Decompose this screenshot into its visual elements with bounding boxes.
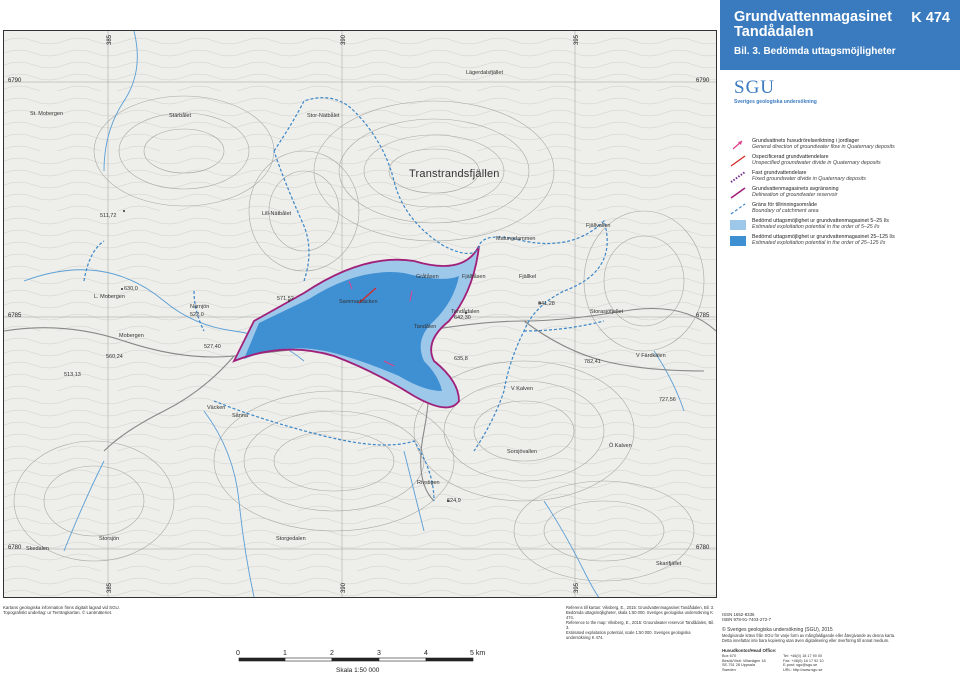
- place-label: Malungdammen: [496, 236, 536, 242]
- note-line: Estimated exploitation potential, scale 1:50 000. Sveriges geologiska undersökning K 474.: [566, 630, 691, 640]
- place-label: Skarifjället: [656, 561, 682, 567]
- place-label: Rivstigen: [417, 480, 440, 486]
- title-banner: [720, 0, 960, 70]
- elevation-label: 522,0: [190, 312, 204, 318]
- grid-label-bottom: 390: [341, 582, 347, 593]
- elevation-label: 641,28: [538, 301, 555, 307]
- place-label: V Färdkälen: [636, 353, 666, 359]
- note-line: Box 670: [722, 654, 736, 658]
- legend-label-en: Estimated exploitation potential in the order of 25–125 l/s: [752, 240, 886, 247]
- legend-item: [730, 234, 955, 248]
- elevation-label: 571,52: [277, 296, 294, 302]
- dotted-purple-icon: [730, 170, 746, 184]
- scale-label: Skala 1:50 000: [336, 667, 380, 674]
- note-line: Referens till kartan: Viksberg, E., 2015: Grundvattenmagasinet Tandådalen, Bil. 3.: [566, 605, 715, 610]
- scale-tick: 5 km: [470, 650, 486, 657]
- sgu-logo: [734, 78, 817, 105]
- note-line: SE-751 28 Uppsala: [722, 663, 755, 668]
- note-line: Bedömda uttagsmöjligheter, skala 1:50 000. Sveriges geologiska undersökning K 474.: [566, 610, 714, 620]
- place-label: L. Mobergen: [94, 294, 125, 300]
- grid-label-left: 6790: [8, 78, 22, 84]
- issn-note: [722, 612, 771, 623]
- note-line: Detta innefattar inte bara kopiering utan även digitalisering eller överföring till annat medium.: [722, 638, 890, 643]
- place-label: Sånna: [232, 413, 248, 419]
- line-purple-icon: [730, 186, 746, 200]
- legend-label: Gräns för tillrinningsområde: [752, 202, 818, 208]
- arrow-pink-icon: [730, 138, 746, 152]
- legend-item: [730, 186, 955, 200]
- place-label: Storgedalen: [276, 536, 306, 542]
- grid-label-left: 6785: [8, 313, 22, 319]
- legend-label-en: Fixed groundwater divide in Quaternary deposits: [752, 176, 866, 183]
- legend-label-en: General direction of groundwater flow in Quaternary deposits: [752, 144, 895, 151]
- elevation-label: 782,41: [584, 359, 601, 365]
- scale-bar: [237, 651, 477, 665]
- legend-label: Grundvattenmagasinets avgränsning: [752, 186, 839, 192]
- place-label: Sorsjövallen: [507, 449, 537, 455]
- note-line: Tel: +46(0) 18 17 90 00: [783, 654, 823, 658]
- place-label: Skedalen: [26, 546, 49, 552]
- place-label: Storasjöfjellet: [590, 309, 624, 315]
- office-title: Huvudkontor/Head Office:: [722, 648, 777, 653]
- legend-label: Bedömd uttagsmöjlighet ur grundvattenmagasinet 25–125 l/s: [752, 234, 895, 240]
- scale-tick: 1: [283, 650, 287, 657]
- legend-label-en: Unspecified groundwater divide in Quaternary deposits: [752, 160, 881, 167]
- scale-tick: 0: [236, 650, 240, 657]
- line-red-icon: [730, 154, 746, 168]
- place-label: Lägerdalsfjället: [466, 70, 503, 76]
- map-frame[interactable]: [3, 30, 717, 598]
- grid-label-top: 390: [341, 34, 347, 45]
- place-label: Gråtåsen: [416, 274, 439, 280]
- map-code: K 474: [911, 10, 950, 26]
- page-title: Grundvattenmagasinet Tandådalen: [734, 9, 892, 40]
- place-label: V Kalven: [511, 386, 534, 392]
- place-label: Stor-Nätbålet: [307, 113, 340, 119]
- grid-label-right: 6780: [696, 545, 710, 551]
- note-line: Fax: +46(0) 18 17 92 10: [783, 658, 824, 663]
- legend-item: [730, 170, 955, 184]
- elevation-label: 527,40: [204, 344, 221, 350]
- place-label: Mobergen: [119, 333, 144, 339]
- office-contact: [783, 654, 824, 672]
- logo-letters: SGU: [734, 77, 776, 98]
- note-line: URL: http://www.sgu.se: [783, 667, 823, 672]
- note-line: © Sveriges geologiska undersökning (SGU), 2015: [722, 627, 833, 633]
- place-label: Sammarbäcken: [339, 299, 378, 305]
- place-label: Ö Kalven: [609, 443, 632, 449]
- data-source-note: [3, 605, 203, 616]
- legend-label-en: Estimated exploitation potential in the order of 5–25 l/s: [752, 224, 880, 231]
- grid-label-top: 395: [574, 34, 580, 45]
- place-label: Tandådalen: [451, 309, 480, 315]
- place-label: Lill-Nätbålet: [262, 211, 292, 217]
- place-label: Transtrandsfjällen: [409, 168, 500, 180]
- grid-label-top: 385: [107, 34, 113, 45]
- grid-label-bottom: 385: [107, 582, 113, 593]
- note-line: E-post: sgu@sgu.se: [783, 663, 818, 668]
- place-label: Fjälltåsen: [462, 274, 486, 280]
- page-subtitle: Bil. 3. Bedömda uttagsmöjligheter: [734, 46, 896, 57]
- elevation-label: 642,30: [454, 315, 471, 321]
- note-line: Kartans geologiska information finns digitalt lagrad vid SGU.: [3, 605, 120, 610]
- note-line: ISSN 1652-8336: [722, 612, 755, 617]
- place-label: St. Mobergen: [30, 111, 64, 117]
- note-line: Topografiskt underlag: ur Terrängkartan. © Lantmäteriet.: [3, 610, 113, 616]
- legend-item: [730, 138, 955, 152]
- fill-lightblue-icon: [730, 218, 746, 232]
- legend-label: Fast grundvattendelare: [752, 170, 807, 176]
- place-label: Närnjön: [190, 304, 210, 310]
- place-label: Väcken: [207, 405, 226, 411]
- legend-item: [730, 202, 955, 216]
- legend: [730, 138, 955, 250]
- note-line: Medgivande krävs från SGU för varje form av mångfaldigande eller återgivande av denna karta.: [722, 633, 896, 638]
- legend-label: Ospecificerad grundvattendelare: [752, 154, 829, 160]
- office-address: [722, 654, 766, 672]
- note-line: Reference to the map: Viksberg, E., 2015: Groundwater reservoir Tandådalen, Bil. 3.: [566, 620, 715, 630]
- place-label: Storsjön: [99, 536, 120, 542]
- copyright-note: [722, 628, 957, 643]
- reference-note: [566, 605, 716, 640]
- elevation-label: 635,8: [454, 356, 468, 362]
- place-label: Fjällkel: [519, 274, 537, 280]
- elevation-label: 624,9: [447, 498, 461, 504]
- scale-tick: 3: [377, 650, 381, 657]
- note-line: ISBN 978-91-7403-272-7: [722, 617, 772, 623]
- grid-label-right: 6790: [696, 78, 710, 84]
- fill-blue-icon: [730, 234, 746, 248]
- place-label: Stärbålet: [169, 113, 192, 119]
- legend-item: [730, 154, 955, 168]
- scale-tick: 4: [424, 650, 428, 657]
- elevation-label: 727,56: [659, 397, 676, 403]
- elevation-label: 630,0: [124, 286, 138, 292]
- grid-label-left: 6780: [8, 545, 22, 551]
- grid-label-bottom: 395: [574, 582, 580, 593]
- legend-label-en: Boundary of catchment area: [752, 208, 819, 215]
- dashed-blue-icon: [730, 202, 746, 216]
- legend-label: Grundvattnets huvudrörelseriktning i jordlager: [752, 138, 860, 144]
- scale-tick: 2: [330, 650, 334, 657]
- place-label: Fjällvallen: [586, 223, 611, 229]
- note-line: Sweden: [722, 667, 736, 672]
- elevation-label: 513,13: [64, 372, 81, 378]
- grid-label-right: 6785: [696, 313, 710, 319]
- place-label: Tandålen: [414, 324, 437, 330]
- elevation-label: 511,72: [100, 213, 117, 219]
- note-line: Besök/Visit: Villavägen 18: [722, 658, 766, 663]
- legend-item: [730, 218, 955, 232]
- legend-label: Bedömd uttagsmöjlighet ur grundvattenmagasinet 5–25 l/s: [752, 218, 889, 224]
- legend-label-en: Delineation of groundwater reservoir: [752, 192, 838, 199]
- elevation-label: 560,24: [106, 354, 123, 360]
- logo-name: Sveriges geologiska undersökning: [734, 99, 817, 105]
